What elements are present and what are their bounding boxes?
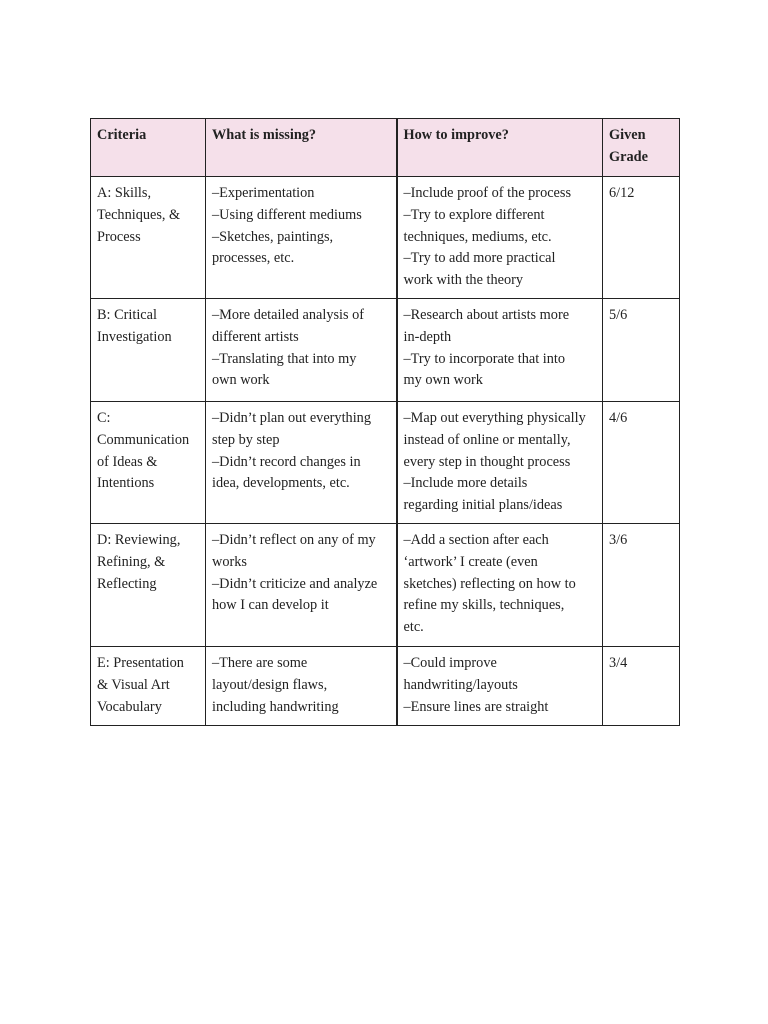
criteria-cell-line: Process <box>97 228 141 245</box>
missing-cell <box>206 647 397 726</box>
grade-value: 3/6 <box>609 532 628 548</box>
improve-cell-line: regarding initial plans/ideas <box>403 497 563 514</box>
missing-cell-line: –More detailed analysis of <box>212 307 365 323</box>
criteria-cell-line: Intentions <box>97 475 155 492</box>
criteria-cell-line: Vocabulary <box>97 698 162 715</box>
missing-cell-line: –Using different mediums <box>212 206 362 223</box>
criteria-cell-line: E: Presentation <box>97 655 184 671</box>
missing-cell-line: how I can develop it <box>212 597 329 614</box>
improve-cell-line: –Include proof of the process <box>403 185 572 201</box>
improve-cell-line: –Ensure lines are straight <box>403 698 549 715</box>
improve-cell-line: –Try to add more practical <box>403 250 556 267</box>
criteria-cell-line: Communication <box>97 431 190 448</box>
grade-cell <box>603 524 680 647</box>
criteria-cell <box>91 402 206 524</box>
missing-cell-line: –There are some <box>212 655 308 671</box>
criteria-cell-line: C: <box>97 410 111 426</box>
criteria-cell-line: of Ideas & <box>97 453 158 470</box>
improve-cell-line: techniques, mediums, etc. <box>403 228 552 245</box>
missing-cell-line: including handwriting <box>212 698 339 715</box>
missing-cell-line: works <box>212 553 247 570</box>
missing-cell-line: –Didn’t criticize and analyze <box>212 575 378 592</box>
improve-cell <box>397 177 603 299</box>
missing-cell-line: idea, developments, etc. <box>212 475 350 492</box>
improve-cell-line: instead of online or mentally, <box>403 431 571 448</box>
criteria-cell-line: & Visual Art <box>97 676 170 693</box>
improve-cell-line: my own work <box>403 372 483 389</box>
header-what-is-missing-line: What is missing? <box>212 127 317 143</box>
criteria-cell-line: A: Skills, <box>97 185 152 201</box>
missing-cell <box>206 177 397 299</box>
header-given-grade-line: Grade <box>609 148 648 165</box>
header-what-is-missing <box>206 119 397 177</box>
criteria-cell <box>91 647 206 726</box>
improve-cell-line: –Include more details <box>403 475 528 492</box>
criteria-cell-line: Reflecting <box>97 575 157 592</box>
rubric-table <box>90 118 680 726</box>
improve-cell-line: –Could improve <box>403 655 497 671</box>
table-row <box>91 647 680 726</box>
grade-value: 6/12 <box>609 185 635 201</box>
improve-cell-line: etc. <box>403 619 424 636</box>
missing-cell <box>206 299 397 402</box>
improve-cell <box>397 647 603 726</box>
table-row <box>91 299 680 402</box>
improve-cell <box>397 299 603 402</box>
grade-cell <box>603 647 680 726</box>
improve-cell <box>397 524 603 647</box>
improve-cell-line: –Add a section after each <box>403 532 549 548</box>
header-criteria <box>91 119 206 177</box>
missing-cell-line: layout/design flaws, <box>212 676 328 693</box>
missing-cell-line: –Experimentation <box>212 185 315 201</box>
missing-cell-line: own work <box>212 372 270 389</box>
missing-cell-line: –Didn’t plan out everything <box>212 410 371 426</box>
grade-cell <box>603 299 680 402</box>
improve-cell-line: –Map out everything physically <box>403 410 586 426</box>
missing-cell-line: different artists <box>212 328 299 345</box>
grade-value: 3/4 <box>609 655 628 671</box>
criteria-cell-line: Refining, & <box>97 553 166 570</box>
improve-cell-line: handwriting/layouts <box>403 676 518 693</box>
missing-cell-line: –Translating that into my <box>212 350 357 367</box>
missing-cell-line: –Didn’t reflect on any of my <box>212 532 376 548</box>
improve-cell-line: ‘artwork’ I create (even <box>403 553 538 570</box>
improve-cell-line: work with the theory <box>403 272 524 289</box>
table-row <box>91 402 680 524</box>
missing-cell-line: step by step <box>212 431 280 448</box>
improve-cell-line: –Try to explore different <box>403 206 545 223</box>
header-criteria-line: Criteria <box>97 127 147 143</box>
missing-cell <box>206 402 397 524</box>
criteria-cell <box>91 299 206 402</box>
table-row <box>91 177 680 299</box>
improve-cell-line: every step in thought process <box>403 453 571 470</box>
improve-cell <box>397 402 603 524</box>
header-how-to-improve <box>397 119 603 177</box>
table-row <box>91 524 680 647</box>
grade-value: 5/6 <box>609 307 628 323</box>
improve-cell-line: sketches) reflecting on how to <box>403 575 576 592</box>
criteria-cell-line: Techniques, & <box>97 206 181 223</box>
improve-cell-line: refine my skills, techniques, <box>403 597 565 614</box>
grade-value: 4/6 <box>609 410 628 426</box>
missing-cell-line: –Didn’t record changes in <box>212 453 361 470</box>
missing-cell-line: –Sketches, paintings, <box>212 228 334 245</box>
grade-cell <box>603 402 680 524</box>
header-how-to-improve-line: How to improve? <box>403 127 509 143</box>
improve-cell-line: –Research about artists more <box>403 307 570 323</box>
grade-cell <box>603 177 680 299</box>
criteria-cell <box>91 524 206 647</box>
criteria-cell-line: Investigation <box>97 328 172 345</box>
criteria-cell <box>91 177 206 299</box>
header-given-grade <box>603 119 680 177</box>
improve-cell-line: –Try to incorporate that into <box>403 350 565 367</box>
header-row <box>91 119 680 177</box>
missing-cell <box>206 524 397 647</box>
missing-cell-line: processes, etc. <box>212 250 295 267</box>
criteria-cell-line: D: Reviewing, <box>97 532 181 548</box>
criteria-cell-line: B: Critical <box>97 307 157 323</box>
header-given-grade-line: Given <box>609 127 646 143</box>
improve-cell-line: in-depth <box>403 328 452 345</box>
